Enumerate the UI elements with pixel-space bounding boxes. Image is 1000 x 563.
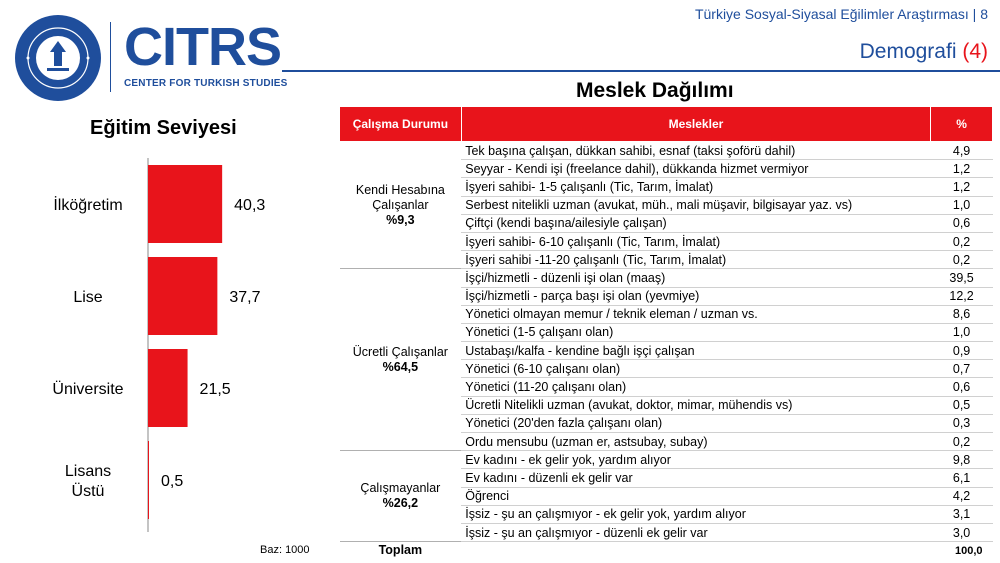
base-footnote: Baz: 1000 xyxy=(260,544,310,556)
occupation-cell: Serbest nitelikli uzman (avukat, müh., mali müşavir, bilgisayar yaz. vs) xyxy=(461,196,930,214)
category-tick-label: Lisans Üstü xyxy=(64,463,112,500)
occupation-cell: İşyeri sahibi -11-20 çalışanlı (Tic, Tarım, İmalat) xyxy=(461,251,930,269)
total-label: Toplam xyxy=(378,543,423,558)
status-group-share: %64,5 xyxy=(382,359,419,374)
total-row xyxy=(340,542,993,560)
citrs-subtitle: CENTER FOR TURKISH STUDIES xyxy=(124,78,288,89)
total-value: 100,0 xyxy=(954,544,983,557)
percent-cell: 0,2 xyxy=(931,251,993,269)
occupation-cell: Tek başına çalışan, dükkan sahibi, esnaf (taksi şoförü dahil) xyxy=(461,142,930,160)
percent-cell: 1,0 xyxy=(931,196,993,214)
header-occupation: Meslekler xyxy=(461,107,930,142)
header-status: Çalışma Durumu xyxy=(340,107,462,142)
bar xyxy=(148,441,149,519)
occupation-cell: İşçi/hizmetli - düzenli işi olan (maaş) xyxy=(461,269,930,287)
citrs-logo xyxy=(124,17,288,89)
table-row xyxy=(340,451,993,469)
bar xyxy=(148,257,217,335)
kadir-has-university-seal xyxy=(14,14,102,102)
occupation-cell: İşyeri sahibi- 1-5 çalışanlı (Tic, Tarım, İmalat) xyxy=(461,178,930,196)
occupation-cell: İşyeri sahibi- 6-10 çalışanlı (Tic, Tarım, İmalat) xyxy=(461,232,930,250)
occupation-table xyxy=(339,106,993,560)
occupation-cell: Yönetici (6-10 çalışanı olan) xyxy=(461,360,930,378)
occupation-cell: Ustabaşı/kalfa - kendine bağlı işçi çalışan xyxy=(461,342,930,360)
occupation-cell: Yönetici olmayan memur / teknik eleman / uzman vs. xyxy=(461,305,930,323)
percent-cell: 0,9 xyxy=(931,342,993,360)
occupation-cell: İşçi/hizmetli - parça başı işi olan (yevmiye) xyxy=(461,287,930,305)
report-title: Türkiye Sosyal-Siyasal Eğilimler Araştırması | 8 xyxy=(694,6,988,22)
status-group-share: %9,3 xyxy=(386,212,415,227)
occupation-cell: Yönetici (20'den fazla çalışanı olan) xyxy=(461,414,930,432)
percent-cell: 39,5 xyxy=(931,269,993,287)
occupation-table-body xyxy=(340,142,993,560)
table-header-row xyxy=(340,107,993,142)
percent-cell: 3,1 xyxy=(931,505,993,523)
section-title-text: Demografi xyxy=(859,40,957,63)
logo-divider xyxy=(110,22,111,92)
percent-cell: 1,2 xyxy=(931,160,993,178)
data-label: 40,3 xyxy=(234,197,266,214)
percent-cell: 0,2 xyxy=(931,232,993,250)
status-group-cell xyxy=(340,451,462,542)
percent-cell: 8,6 xyxy=(931,305,993,323)
occupation-cell: Yönetici (1-5 çalışanı olan) xyxy=(461,323,930,341)
category-tick-label: İlköğretim xyxy=(53,197,123,214)
percent-cell: 12,2 xyxy=(931,287,993,305)
occupation-cell: Ücretli Nitelikli uzman (avukat, doktor, mimar, mühendis vs) xyxy=(461,396,930,414)
data-label: 21,5 xyxy=(199,381,231,398)
status-group-share: %26,2 xyxy=(382,496,419,511)
header-divider xyxy=(282,70,1000,72)
education-bar-chart xyxy=(0,150,335,545)
occupation-cell: İşsiz - şu an çalışmıyor - ek gelir yok, yardım alıyor xyxy=(461,505,930,523)
section-title xyxy=(860,40,988,64)
table-row xyxy=(340,269,993,287)
percent-cell: 3,0 xyxy=(931,523,993,541)
percent-cell: 6,1 xyxy=(931,469,993,487)
bar xyxy=(148,165,222,243)
percent-cell: 0,7 xyxy=(931,360,993,378)
citrs-wordmark: CITRS xyxy=(124,17,281,77)
percent-cell: 4,9 xyxy=(931,142,993,160)
category-tick-label: Üniversite xyxy=(52,381,124,398)
status-group-label: Ücretli Çalışanlar xyxy=(352,344,448,359)
occupation-cell: Yönetici (11-20 çalışanı olan) xyxy=(461,378,930,396)
occupation-cell: Seyyar - Kendi işi (freelance dahil), dükkanda hizmet vermiyor xyxy=(461,160,930,178)
occupation-cell: Ev kadını - ek gelir yok, yardım alıyor xyxy=(461,451,930,469)
percent-cell: 4,2 xyxy=(931,487,993,505)
chart-title: Eğitim Seviyesi xyxy=(90,117,237,139)
percent-cell: 1,2 xyxy=(931,178,993,196)
status-group-cell xyxy=(340,142,462,269)
bar xyxy=(148,349,188,427)
data-label: 37,7 xyxy=(229,289,261,306)
status-group-cell xyxy=(340,269,462,451)
category-tick-label: Lise xyxy=(73,289,103,306)
occupation-cell: İşsiz - şu an çalışmıyor - düzenli ek gelir var xyxy=(461,523,930,541)
percent-cell: 0,2 xyxy=(931,433,993,451)
occupation-cell: Öğrenci xyxy=(461,487,930,505)
percent-cell: 0,3 xyxy=(931,414,993,432)
status-group-label: Çalışmayanlar xyxy=(360,481,441,496)
occupation-cell: Çiftçi (kendi başına/ailesiyle çalışan) xyxy=(461,214,930,232)
header-percent: % xyxy=(931,107,993,142)
table-row xyxy=(340,142,993,160)
percent-cell: 0,6 xyxy=(931,214,993,232)
table-title: Meslek Dağılımı xyxy=(576,79,734,102)
occupation-cell: Ev kadını - düzenli ek gelir var xyxy=(461,469,930,487)
percent-cell: 9,8 xyxy=(931,451,993,469)
data-label: 0,5 xyxy=(161,473,184,490)
percent-cell: 0,5 xyxy=(931,396,993,414)
percent-cell: 1,0 xyxy=(931,323,993,341)
total-spacer xyxy=(461,542,930,560)
occupation-cell: Ordu mensubu (uzman er, astsubay, subay) xyxy=(461,433,930,451)
section-number: (4) xyxy=(962,40,988,63)
percent-cell: 0,6 xyxy=(931,378,993,396)
status-group-label: Kendi Hesabına Çalışanlar xyxy=(355,182,445,212)
